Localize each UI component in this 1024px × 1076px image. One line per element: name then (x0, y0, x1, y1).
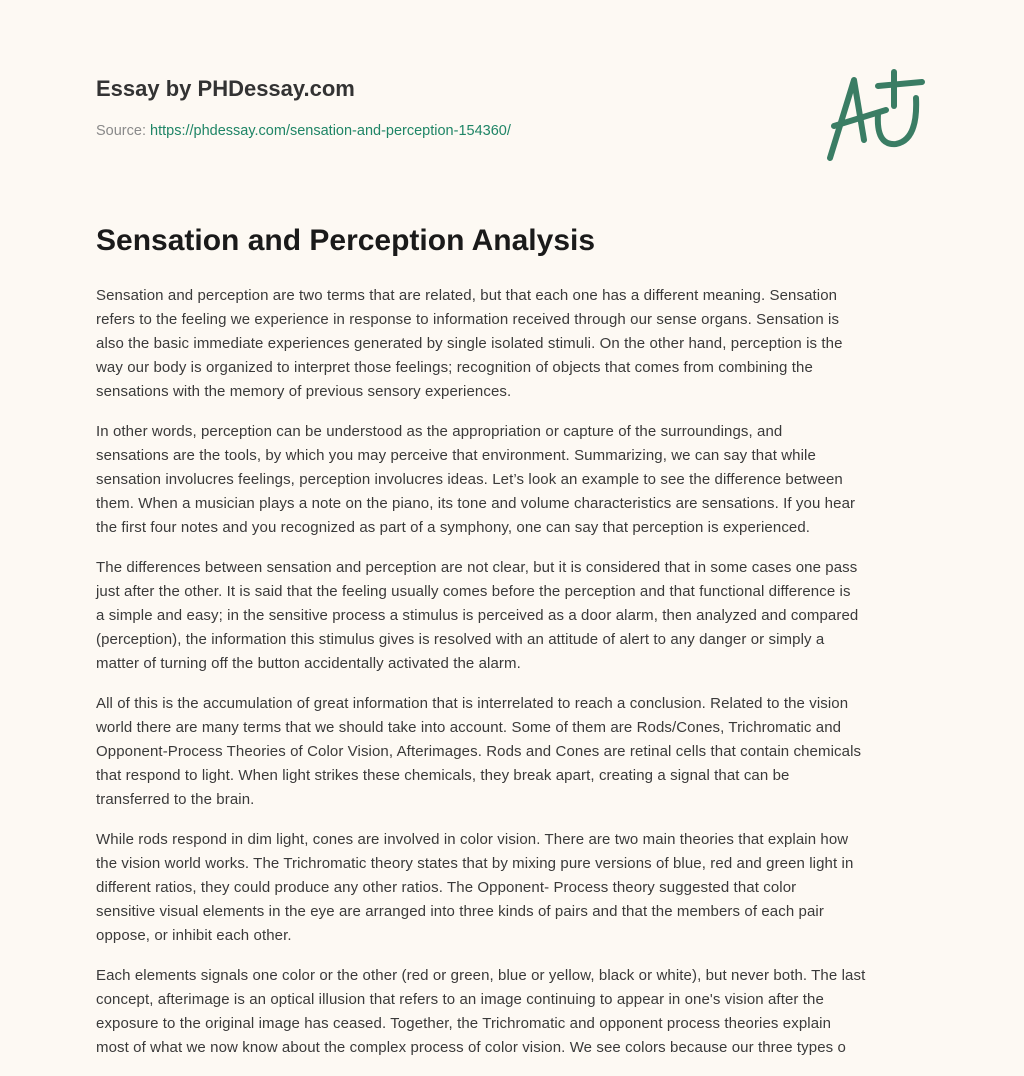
paragraph-line: While rods respond in dim light, cones are involved in color vision. There are two main theories that explain how (96, 831, 849, 848)
essay-paragraph (96, 556, 926, 676)
a-plus-logo (820, 68, 930, 164)
source-label: Source: (96, 123, 146, 139)
paragraph-line: matter of turning off the button accidentally activated the alarm. (96, 655, 521, 672)
paragraph-line: way our body is organized to interpret those feelings; recognition of objects that comes from combining the (96, 359, 813, 376)
site-brand: Essay by PHDessay.com (96, 76, 355, 101)
paragraph-line: the vision world works. The Trichromatic theory states that by mixing pure versions of blue, red and green light in (96, 855, 854, 872)
paragraph-line: All of this is the accumulation of great information that is interrelated to reach a conclusion. Related to the vision (96, 695, 849, 712)
paragraph-line: oppose, or inhibit each other. (96, 927, 292, 944)
source-link[interactable]: https://phdessay.com/sensation-and-perception-154360/ (150, 123, 511, 139)
paragraph-line: sensations are the tools, by which you may perceive that environment. Summarizing, we can say that while (96, 447, 816, 464)
essay-paragraph (96, 692, 926, 812)
paragraph-line: different ratios, they could produce any other ratios. The Opponent- Process theory suggested that color (96, 879, 797, 896)
essay-paragraph (96, 964, 926, 1060)
paragraph-line: exposure to the original image has ceased. Together, the Trichromatic and opponent process theories explain (96, 1015, 832, 1032)
essay-paragraph (96, 420, 926, 540)
paragraph-line: them. When a musician plays a note on the piano, its tone and volume characteristics are sensations. If you hear (96, 495, 856, 512)
paragraph-line: that respond to light. When light strikes these chemicals, they break apart, creating a signal that can be (96, 767, 790, 784)
paragraph-line: the first four notes and you recognized as part of a symphony, one can say that perception is experienced. (96, 519, 811, 536)
paragraph-line: In other words, perception can be understood as the appropriation or capture of the surroundings, and (96, 423, 783, 440)
paragraph-line: The differences between sensation and perception are not clear, but it is considered that in some cases one pass (96, 559, 858, 576)
paragraph-line: transferred to the brain. (96, 791, 255, 808)
paragraph-line: (perception), the information this stimulus gives is resolved with an attitude of alert to any danger or simply a (96, 631, 825, 648)
paragraph-line: refers to the feeling we experience in response to information received through our sense organs. Sensation is (96, 311, 840, 328)
paragraph-line: sensitive visual elements in the eye are arranged into three kinds of pairs and that the members of each pair (96, 903, 824, 920)
paragraph-line: most of what we now know about the complex process of color vision. We see colors because our three types o (96, 1039, 846, 1056)
paragraph-line: concept, afterimage is an optical illusion that refers to an image continuing to appear in one's vision after the (96, 991, 824, 1008)
source-line (96, 123, 511, 139)
essay-body (96, 284, 926, 1076)
paragraph-line: a simple and easy; in the sensitive process a stimulus is perceived as a door alarm, then analyzed and compared (96, 607, 859, 624)
essay-paragraph (96, 828, 926, 948)
paragraph-line: also the basic immediate experiences generated by single isolated stimuli. On the other hand, perception is the (96, 335, 843, 352)
paragraph-line: Each elements signals one color or the other (red or green, blue or yellow, black or white), but never both. The last (96, 967, 866, 984)
paragraph-line: Opponent-Process Theories of Color Vision, Afterimages. Rods and Cones are retinal cells that contain chemicals (96, 743, 862, 760)
paragraph-line: sensations with the memory of previous sensory experiences. (96, 383, 512, 400)
paragraph-line: world there are many terms that we should take into account. Some of them are Rods/Cones, Trichromatic and (96, 719, 842, 736)
paragraph-line: sensation involucres feelings, perception involucres ideas. Let’s look an example to see the difference between (96, 471, 843, 488)
paragraph-line: Sensation and perception are two terms that are related, but that each one has a different meaning. Sensation (96, 287, 838, 304)
essay-paragraph (96, 284, 926, 404)
essay-title: Sensation and Perception Analysis (96, 224, 596, 257)
paragraph-line: just after the other. It is said that the feeling usually comes before the perception and that functional difference is (96, 583, 851, 600)
